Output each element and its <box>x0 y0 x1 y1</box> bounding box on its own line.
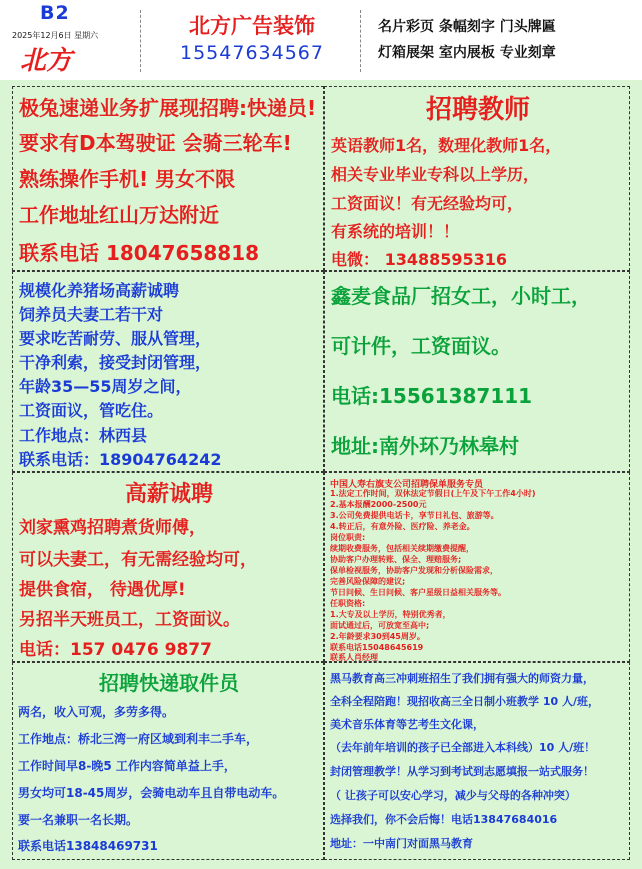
ad-line: 英语教师1名，数理化教师1名， <box>331 136 562 155</box>
ad-line: （ 让孩子可以安心学习，减少与父母的各种冲突） <box>330 789 576 802</box>
ad-line: 美术音乐体育等艺考生文化课， <box>330 718 484 731</box>
ad-line: 完善风险保障的建议; <box>330 577 406 586</box>
page-header <box>0 0 642 80</box>
ad-line: 男女均可18-45周岁，会骑电动车且自带电动车。 <box>18 786 285 800</box>
ad-line: 可以夫妻工，有无需经验均可， <box>19 550 257 570</box>
ad-line: 封闭管理教学！从学习到考试到志愿填报一站式服务！ <box>330 765 594 778</box>
ad-line: 刘家熏鸡招聘煮货师傅， <box>19 518 206 538</box>
ad-line: 提供食宿， 待遇优厚! <box>19 580 186 600</box>
advertiser-phone: 15547634567 <box>180 42 324 64</box>
ad-express-pickup <box>12 662 324 860</box>
ad-line: 两名，收入可观，多劳多得。 <box>18 705 175 719</box>
ad-pig-farm <box>12 271 324 472</box>
ad-line: 续期收费服务，包括相关续期缴费提醒， <box>330 544 474 553</box>
ad-line: 保单检视服务，协助客户发现和分析保险需求， <box>330 566 498 575</box>
ad-title: 高薪诚聘 <box>124 482 213 507</box>
ad-line: 要求有D本驾驶证 会骑三轮车! <box>19 131 292 155</box>
ad-line: 协助客户办理转账、保全、理赔服务; <box>330 555 462 564</box>
ad-line: 联系电话 18047658818 <box>19 241 260 265</box>
ad-line: 熟练操作手机! 男女不限 <box>19 167 236 191</box>
ad-contact: 联系电话15048645619 <box>330 643 424 652</box>
ad-line: 工作时间早8-晚5 工作内容简单益上手， <box>18 759 236 773</box>
ad-tutoring-school <box>324 662 630 860</box>
ad-line: 另招半天班员工，工资面议。 <box>19 610 240 630</box>
ad-line: 工资面议，管吃住。 <box>19 401 164 420</box>
ad-contact: 联系电话：18904764242 <box>19 450 222 469</box>
ad-line: 要一名兼职一名长期。 <box>18 813 139 827</box>
ad-line: 年龄35—55周岁之间， <box>19 377 192 396</box>
ad-address: 地址：一中南门对面黑马教育 <box>330 837 473 850</box>
ad-insurance <box>324 472 630 662</box>
ad-line: 1.大专及以上学历，特别优秀者， <box>330 610 451 619</box>
ad-line: 节日问候、生日问候、客户星级日益相关服务等。 <box>330 588 506 597</box>
services-line: 灯箱展架 室内展板 专业刻章 <box>378 45 556 61</box>
ad-line: 工作地点：林西县 <box>19 426 148 445</box>
ad-contact: 选择我们，你不会后悔！电话13847684016 <box>330 813 558 826</box>
ad-line: 鑫麦食品厂招女工，小时工， <box>331 284 591 308</box>
ad-contact: 电话:15561387111 <box>331 384 533 408</box>
ad-line: 1.法定工作时间，双休法定节假日(上午及下午工作4小时) <box>330 489 536 498</box>
ad-line: 饲养员夫妻工若干对 <box>19 305 164 324</box>
ad-line: 全科全程陪跑！现招收高三全日制小班教学 10 人/班， <box>330 695 599 708</box>
ad-line: 可计件，工资面议。 <box>331 334 511 358</box>
ad-line: 任职资格: <box>330 599 366 608</box>
ad-line: 2.年龄要求30到45周岁。 <box>330 632 425 641</box>
ad-line: 工资面议！有无经验均可， <box>331 194 524 213</box>
ad-contact: 电话：157 0476 9877 <box>19 640 212 660</box>
ad-food-factory <box>324 271 630 472</box>
ad-line: 工作地址红山万达附近 <box>19 203 219 227</box>
ad-contact: 电微： 13488595316 <box>331 250 508 269</box>
ad-title: 招聘快递取件员 <box>99 671 239 695</box>
page-number: B2 <box>40 2 70 24</box>
ad-title: 中国人寿右旗支公司招聘保单服务专员 <box>330 480 484 490</box>
issue-date: 2025年12月6日 星期六 <box>12 31 99 40</box>
ad-line: 面试通过后，可放宽至高中; <box>330 621 430 630</box>
ad-line: 要求吃苦耐劳、服从管理， <box>19 329 212 348</box>
ad-teacher <box>324 86 630 271</box>
brand-logo: 北方 <box>20 46 73 76</box>
ad-contact: 联系电话13848469731 <box>18 839 158 853</box>
ad-line: 2.基本报酬2000-2500元 <box>330 500 427 509</box>
ad-contact-person: 联系人肖经理 <box>330 653 378 662</box>
ad-line: 4.转正后，有意外险、医疗险、养老金。 <box>330 522 475 531</box>
ad-line: （去年前年培训的孩子已全部进入本科线）10 人/班！ <box>330 741 596 754</box>
ad-line: 相关专业毕业专科以上学历， <box>331 165 540 184</box>
ad-line: 工作地点：桥北三湾一府区域到利丰二手车， <box>18 732 259 746</box>
masthead <box>12 2 122 78</box>
ad-line: 3.公司免费提供电话卡，享节日礼包、旅游等。 <box>330 511 499 520</box>
ad-courier <box>12 86 324 271</box>
ad-line: 干净利索，接受封闭管理， <box>19 353 212 372</box>
header-divider <box>360 10 362 72</box>
ad-smoked-chicken <box>12 472 324 662</box>
ad-line: 黑马教育高三冲刺班招生了我们拥有强大的师资力量， <box>330 672 594 685</box>
ad-line: 极兔速递业务扩展现招聘:快递员! <box>19 96 317 120</box>
ad-line: 规模化养猪场高薪诚聘 <box>19 281 180 300</box>
ad-title: 招聘教师 <box>425 95 530 125</box>
services-line: 名片彩页 条幅刻字 门头牌匾 <box>378 19 556 35</box>
header-divider <box>140 10 142 72</box>
ad-line: 有系统的培训！！ <box>331 222 460 241</box>
ad-line: 岗位职责: <box>330 533 366 542</box>
ad-address: 地址:南外环乃林皋村 <box>331 434 519 458</box>
advertiser-name: 北方广告装饰 <box>189 14 315 38</box>
